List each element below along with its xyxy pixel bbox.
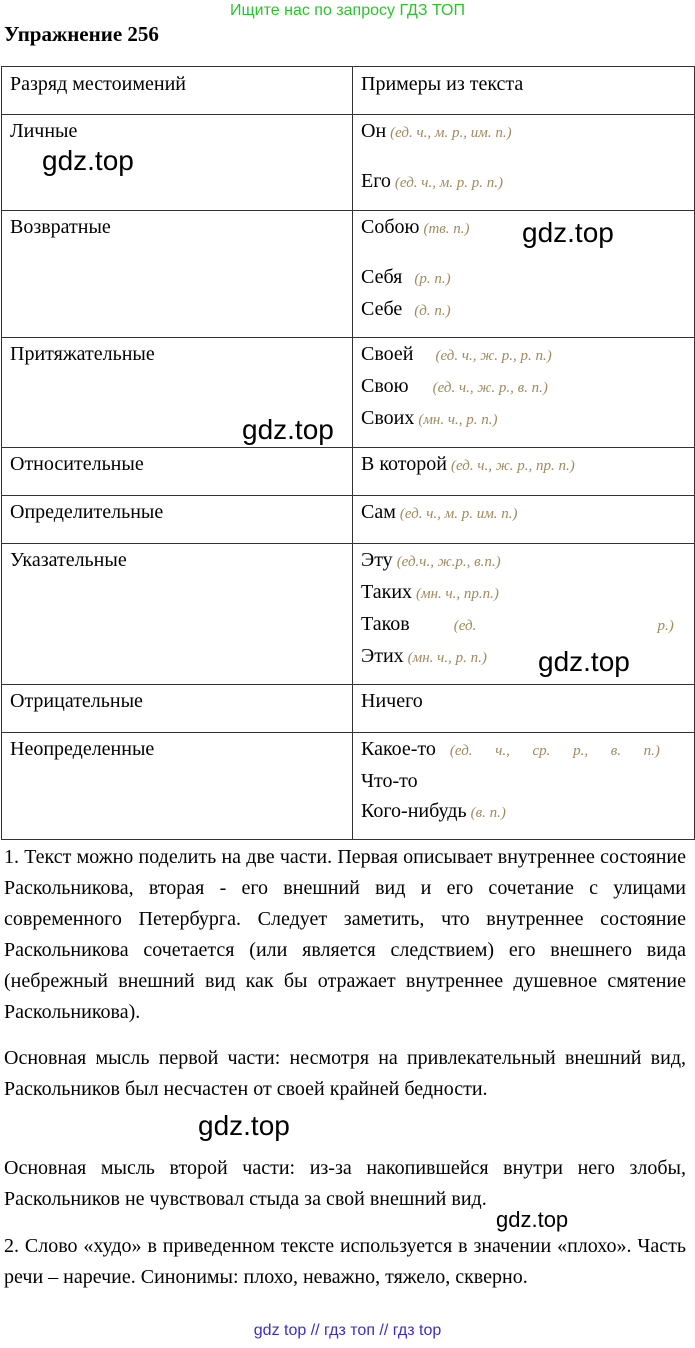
example-item bbox=[361, 734, 686, 766]
grammar-note: (ед. ч., ср. р., в. п.) bbox=[449, 743, 660, 759]
example-item bbox=[361, 766, 686, 796]
answer-paragraph-1: 1. Текст можно поделить на две части. Первая описывает внутреннее состояние Раскольникова, вторая - его внешний вид и его сочетание с улицами современного Петербурга. Следует заметить, что внутреннее состояние Раскольникова сочетается (или является следствием) его внешнего вида (небрежный внешний вид как бы отражает внутреннее душевное смятение Раскольникова). bbox=[4, 846, 686, 1023]
example-word: Он bbox=[361, 120, 387, 142]
footer-links[interactable]: gdz top // гдз топ // гдз top bbox=[253, 1322, 442, 1339]
example-item bbox=[361, 609, 686, 641]
example-item bbox=[361, 371, 686, 403]
table-header-row bbox=[2, 67, 695, 115]
example-word: Какое-то bbox=[361, 738, 436, 760]
example-item bbox=[361, 116, 686, 148]
examples-cell bbox=[353, 496, 695, 544]
example-word: Собою bbox=[361, 216, 420, 238]
example-word: Его bbox=[361, 170, 391, 192]
category-cell: Указательные bbox=[2, 544, 353, 685]
example-word: Кого-нибудь bbox=[361, 800, 467, 822]
examples-cell bbox=[353, 733, 695, 840]
examples-cell bbox=[353, 115, 695, 211]
grammar-note: (ед. ч., ж. р., р. п.) bbox=[435, 348, 552, 364]
example-item bbox=[361, 497, 686, 529]
table-row bbox=[2, 496, 695, 544]
example-word: Что-то bbox=[361, 770, 418, 792]
example-word: Ничего bbox=[361, 690, 423, 712]
watermark: gdz.top bbox=[198, 1110, 290, 1141]
example-item bbox=[361, 449, 686, 481]
table-row bbox=[2, 338, 695, 448]
category-cell: Определительные bbox=[2, 496, 353, 544]
grammar-note: (ед. ч., ж. р., пр. п.) bbox=[450, 458, 575, 474]
category-cell: Личные bbox=[2, 115, 353, 211]
category-cell: Неопределенные bbox=[2, 733, 353, 840]
category-cell: Отрицательные bbox=[2, 685, 353, 733]
grammar-note: (в. п.) bbox=[470, 805, 506, 821]
category-cell: Возвратные bbox=[2, 211, 353, 338]
example-item bbox=[361, 339, 686, 371]
example-word: Себе bbox=[361, 298, 403, 320]
examples-cell bbox=[353, 685, 695, 733]
example-word: Своей bbox=[361, 343, 414, 365]
example-word: В которой bbox=[361, 453, 447, 475]
example-word: Себя bbox=[361, 266, 403, 288]
header-cell: Примеры из текста bbox=[353, 67, 695, 115]
example-item bbox=[361, 577, 686, 609]
grammar-note: (ед.ч., ж.р., в.п.) bbox=[396, 554, 501, 570]
table-row bbox=[2, 685, 695, 733]
example-word: Свою bbox=[361, 375, 409, 397]
example-word: Своих bbox=[361, 407, 415, 429]
answer-paragraph-4: 2. Слово «худо» в приведенном тексте используется в значении «плохо». Часть речи – наречие. Синонимы: плохо, неважно, тяжело, скверно. bbox=[4, 1235, 686, 1288]
answer-paragraph-2: Основная мысль первой части: несмотря на привлекательный внешний вид, Раскольников был несчастен от своей крайней бедности. bbox=[4, 1047, 686, 1100]
grammar-note: (ед. ч., м. р. им. п.) bbox=[399, 506, 518, 522]
grammar-note: (ед. ч., ж. р., в. п.) bbox=[432, 380, 548, 396]
grammar-note: (мн. ч., р. п.) bbox=[407, 650, 487, 666]
grammar-note: (д. п.) bbox=[414, 303, 451, 319]
example-item bbox=[361, 262, 686, 294]
answer-paragraph-3: Основная мысль второй части: из-за накопившейся внутри него злобы, Раскольников не чувствовал стыда за свой внешний вид. bbox=[4, 1157, 686, 1210]
watermark: gdz.top bbox=[242, 414, 334, 445]
grammar-note: (мн. ч., пр.п.) bbox=[416, 586, 499, 602]
watermark: gdz.top bbox=[522, 217, 614, 248]
table-row bbox=[2, 733, 695, 840]
category-cell: Притяжательные bbox=[2, 338, 353, 448]
search-banner[interactable]: Ищите нас по запросу ГДЗ ТОП bbox=[230, 2, 465, 19]
exercise-heading: Упражнение 256 bbox=[4, 22, 159, 46]
watermark: gdz.top bbox=[42, 145, 134, 176]
table-row bbox=[2, 448, 695, 496]
example-item bbox=[361, 166, 686, 198]
grammar-note: (мн. ч., р. п.) bbox=[418, 412, 498, 428]
examples-cell bbox=[353, 448, 695, 496]
examples-cell bbox=[353, 338, 695, 448]
example-item bbox=[361, 641, 686, 673]
watermark: gdz.top bbox=[496, 1207, 569, 1232]
grammar-note: (ед. ч., м. р. р. п.) bbox=[394, 175, 504, 191]
example-item bbox=[361, 294, 686, 326]
grammar-note: (р. п.) bbox=[414, 271, 451, 287]
example-word: Таких bbox=[361, 581, 413, 603]
example-item bbox=[361, 796, 686, 828]
example-item bbox=[361, 403, 686, 435]
examples-cell bbox=[353, 544, 695, 685]
example-word: Сам bbox=[361, 501, 396, 523]
example-item bbox=[361, 545, 686, 577]
example-word: Этих bbox=[361, 645, 404, 667]
watermark: gdz.top bbox=[538, 646, 630, 677]
example-word: Таков bbox=[361, 613, 410, 635]
pronoun-table bbox=[1, 66, 695, 840]
grammar-note: (ед. р.) bbox=[453, 618, 674, 634]
example-item bbox=[361, 686, 686, 716]
header-cell: Разряд местоимений bbox=[2, 67, 353, 115]
example-word: Эту bbox=[361, 549, 393, 571]
grammar-note: (ед. ч., м. р., им. п.) bbox=[390, 125, 512, 141]
grammar-note: (тв. п.) bbox=[423, 221, 470, 237]
category-cell: Относительные bbox=[2, 448, 353, 496]
